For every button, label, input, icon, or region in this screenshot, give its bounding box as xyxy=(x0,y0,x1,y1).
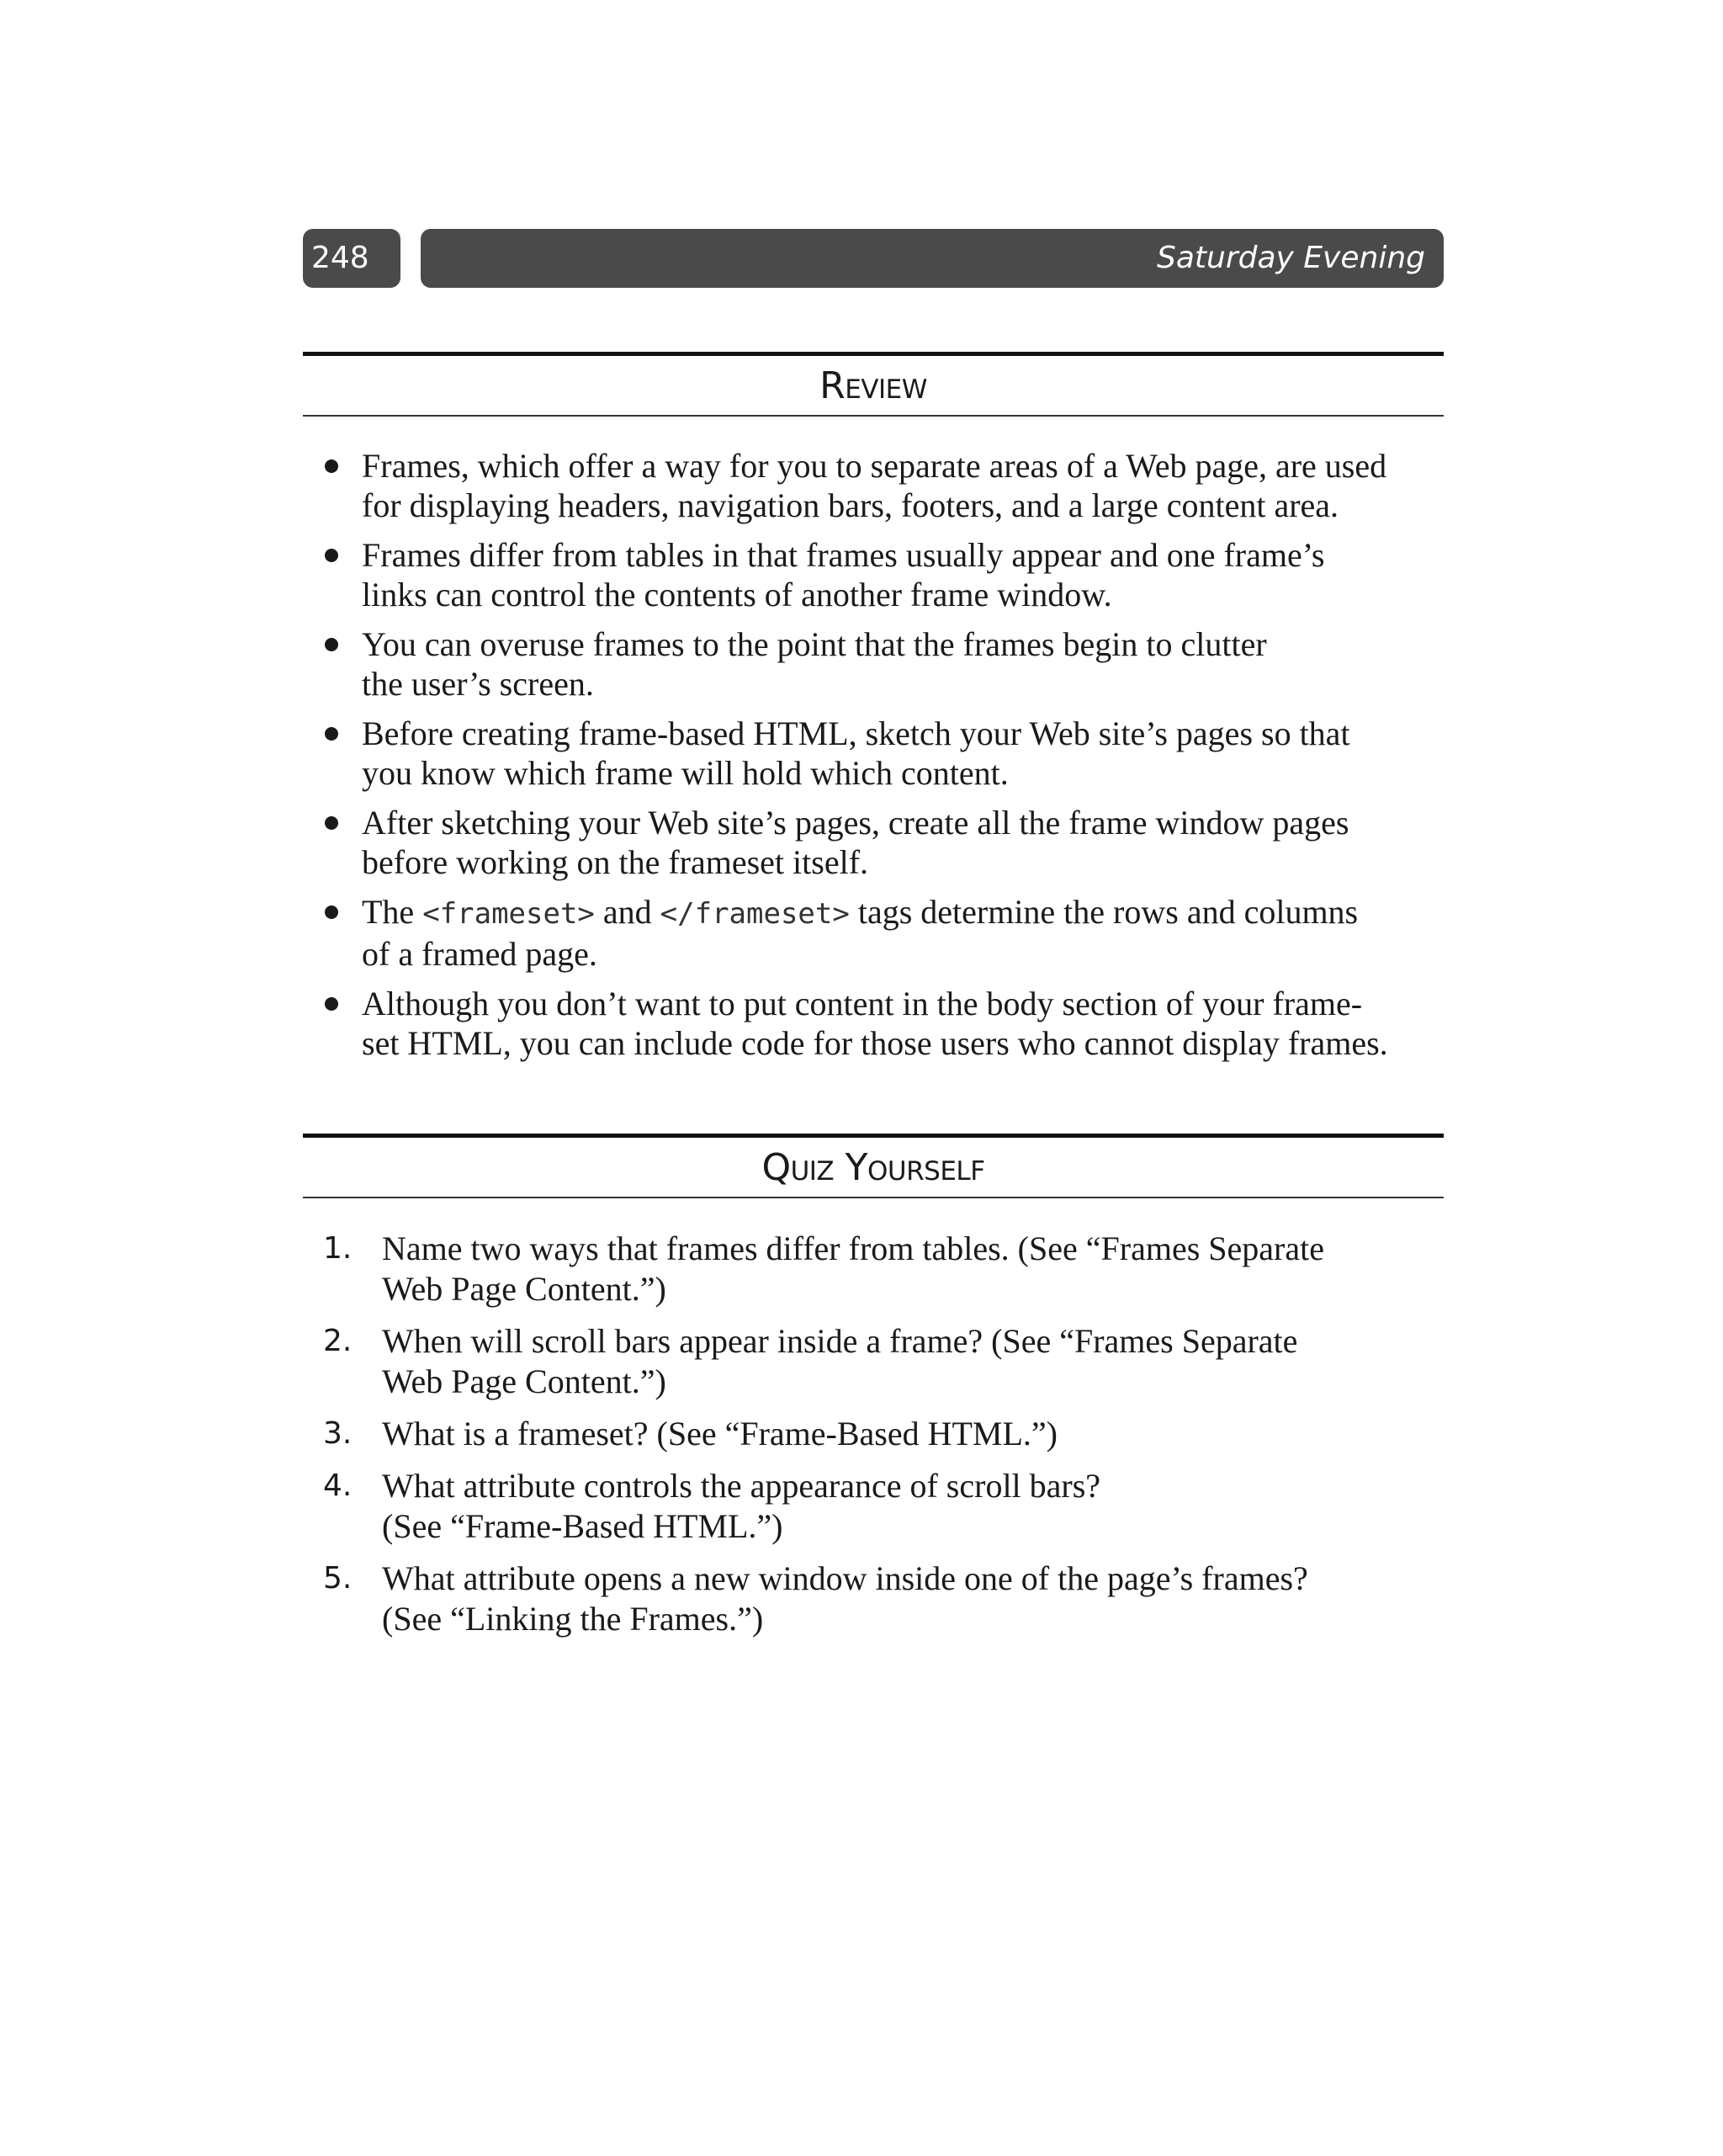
heading-rule-bottom xyxy=(303,415,1444,417)
quiz-number: 4. xyxy=(323,1468,353,1503)
quiz-number: 2. xyxy=(323,1324,353,1358)
bullet-icon xyxy=(325,459,338,473)
page-header xyxy=(303,229,1444,288)
review-title: Review xyxy=(819,364,927,407)
review-item: After sketching your Web site’s pages, create all the frame window pages before working on the frameset itself. xyxy=(303,803,1444,882)
quiz-heading-block xyxy=(303,1134,1444,1198)
quiz-number: 3. xyxy=(323,1416,353,1451)
review-item: The <frameset> and </frameset> tags determine the rows and columns of a framed page. xyxy=(303,892,1444,974)
quiz-item: 4. What attribute controls the appearance of scroll bars? (See “Frame-Based HTML.”) xyxy=(323,1467,1101,1545)
bullet-icon xyxy=(325,549,338,562)
running-head: Saturday Evening xyxy=(421,229,1444,288)
heading-rule-bottom xyxy=(303,1197,1444,1198)
bullet-icon xyxy=(325,816,338,830)
review-list xyxy=(303,446,1444,1073)
quiz-item: 5. What attribute opens a new window inside one of the page’s frames? (See “Linking the Frames.”) xyxy=(323,1559,1308,1638)
quiz-number: 1. xyxy=(323,1231,353,1266)
quiz-list xyxy=(303,1229,1444,1651)
code-frameset-close: </frameset> xyxy=(660,897,850,931)
review-heading-block xyxy=(303,352,1444,417)
quiz-title: Quiz Yourself xyxy=(761,1146,985,1189)
quiz-item: 3. What is a frameset? (See “Frame-Based HTML.”) xyxy=(323,1415,1058,1452)
bullet-icon xyxy=(325,997,338,1011)
bullet-icon xyxy=(325,905,338,919)
bullet-icon xyxy=(325,638,338,651)
review-item: Before creating frame-based HTML, sketch your Web site’s pages so that you know which frame will hold which content. xyxy=(303,714,1444,793)
quiz-item: 1. Name two ways that frames differ from tables. (See “Frames Separate Web Page Content.”) xyxy=(323,1229,1324,1308)
bullet-icon xyxy=(325,727,338,741)
code-frameset-open: <frameset> xyxy=(422,897,595,931)
review-item: Although you don’t want to put content in the body section of your frame- set HTML, you can include code for those users who cannot display frames. xyxy=(303,984,1444,1063)
page-number: 248 xyxy=(303,229,400,288)
quiz-number: 5. xyxy=(323,1561,353,1596)
review-item: Frames differ from tables in that frames usually appear and one frame’s links can control the contents of another frame window. xyxy=(303,535,1444,614)
review-item: Frames, which offer a way for you to separate areas of a Web page, are used for displaying headers, navigation bars, footers, and a large content area. xyxy=(303,446,1444,525)
quiz-item: 2. When will scroll bars appear inside a frame? (See “Frames Separate Web Page Content.”) xyxy=(323,1322,1298,1400)
review-item: You can overuse frames to the point that the frames begin to clutter the user’s screen. xyxy=(303,624,1444,704)
